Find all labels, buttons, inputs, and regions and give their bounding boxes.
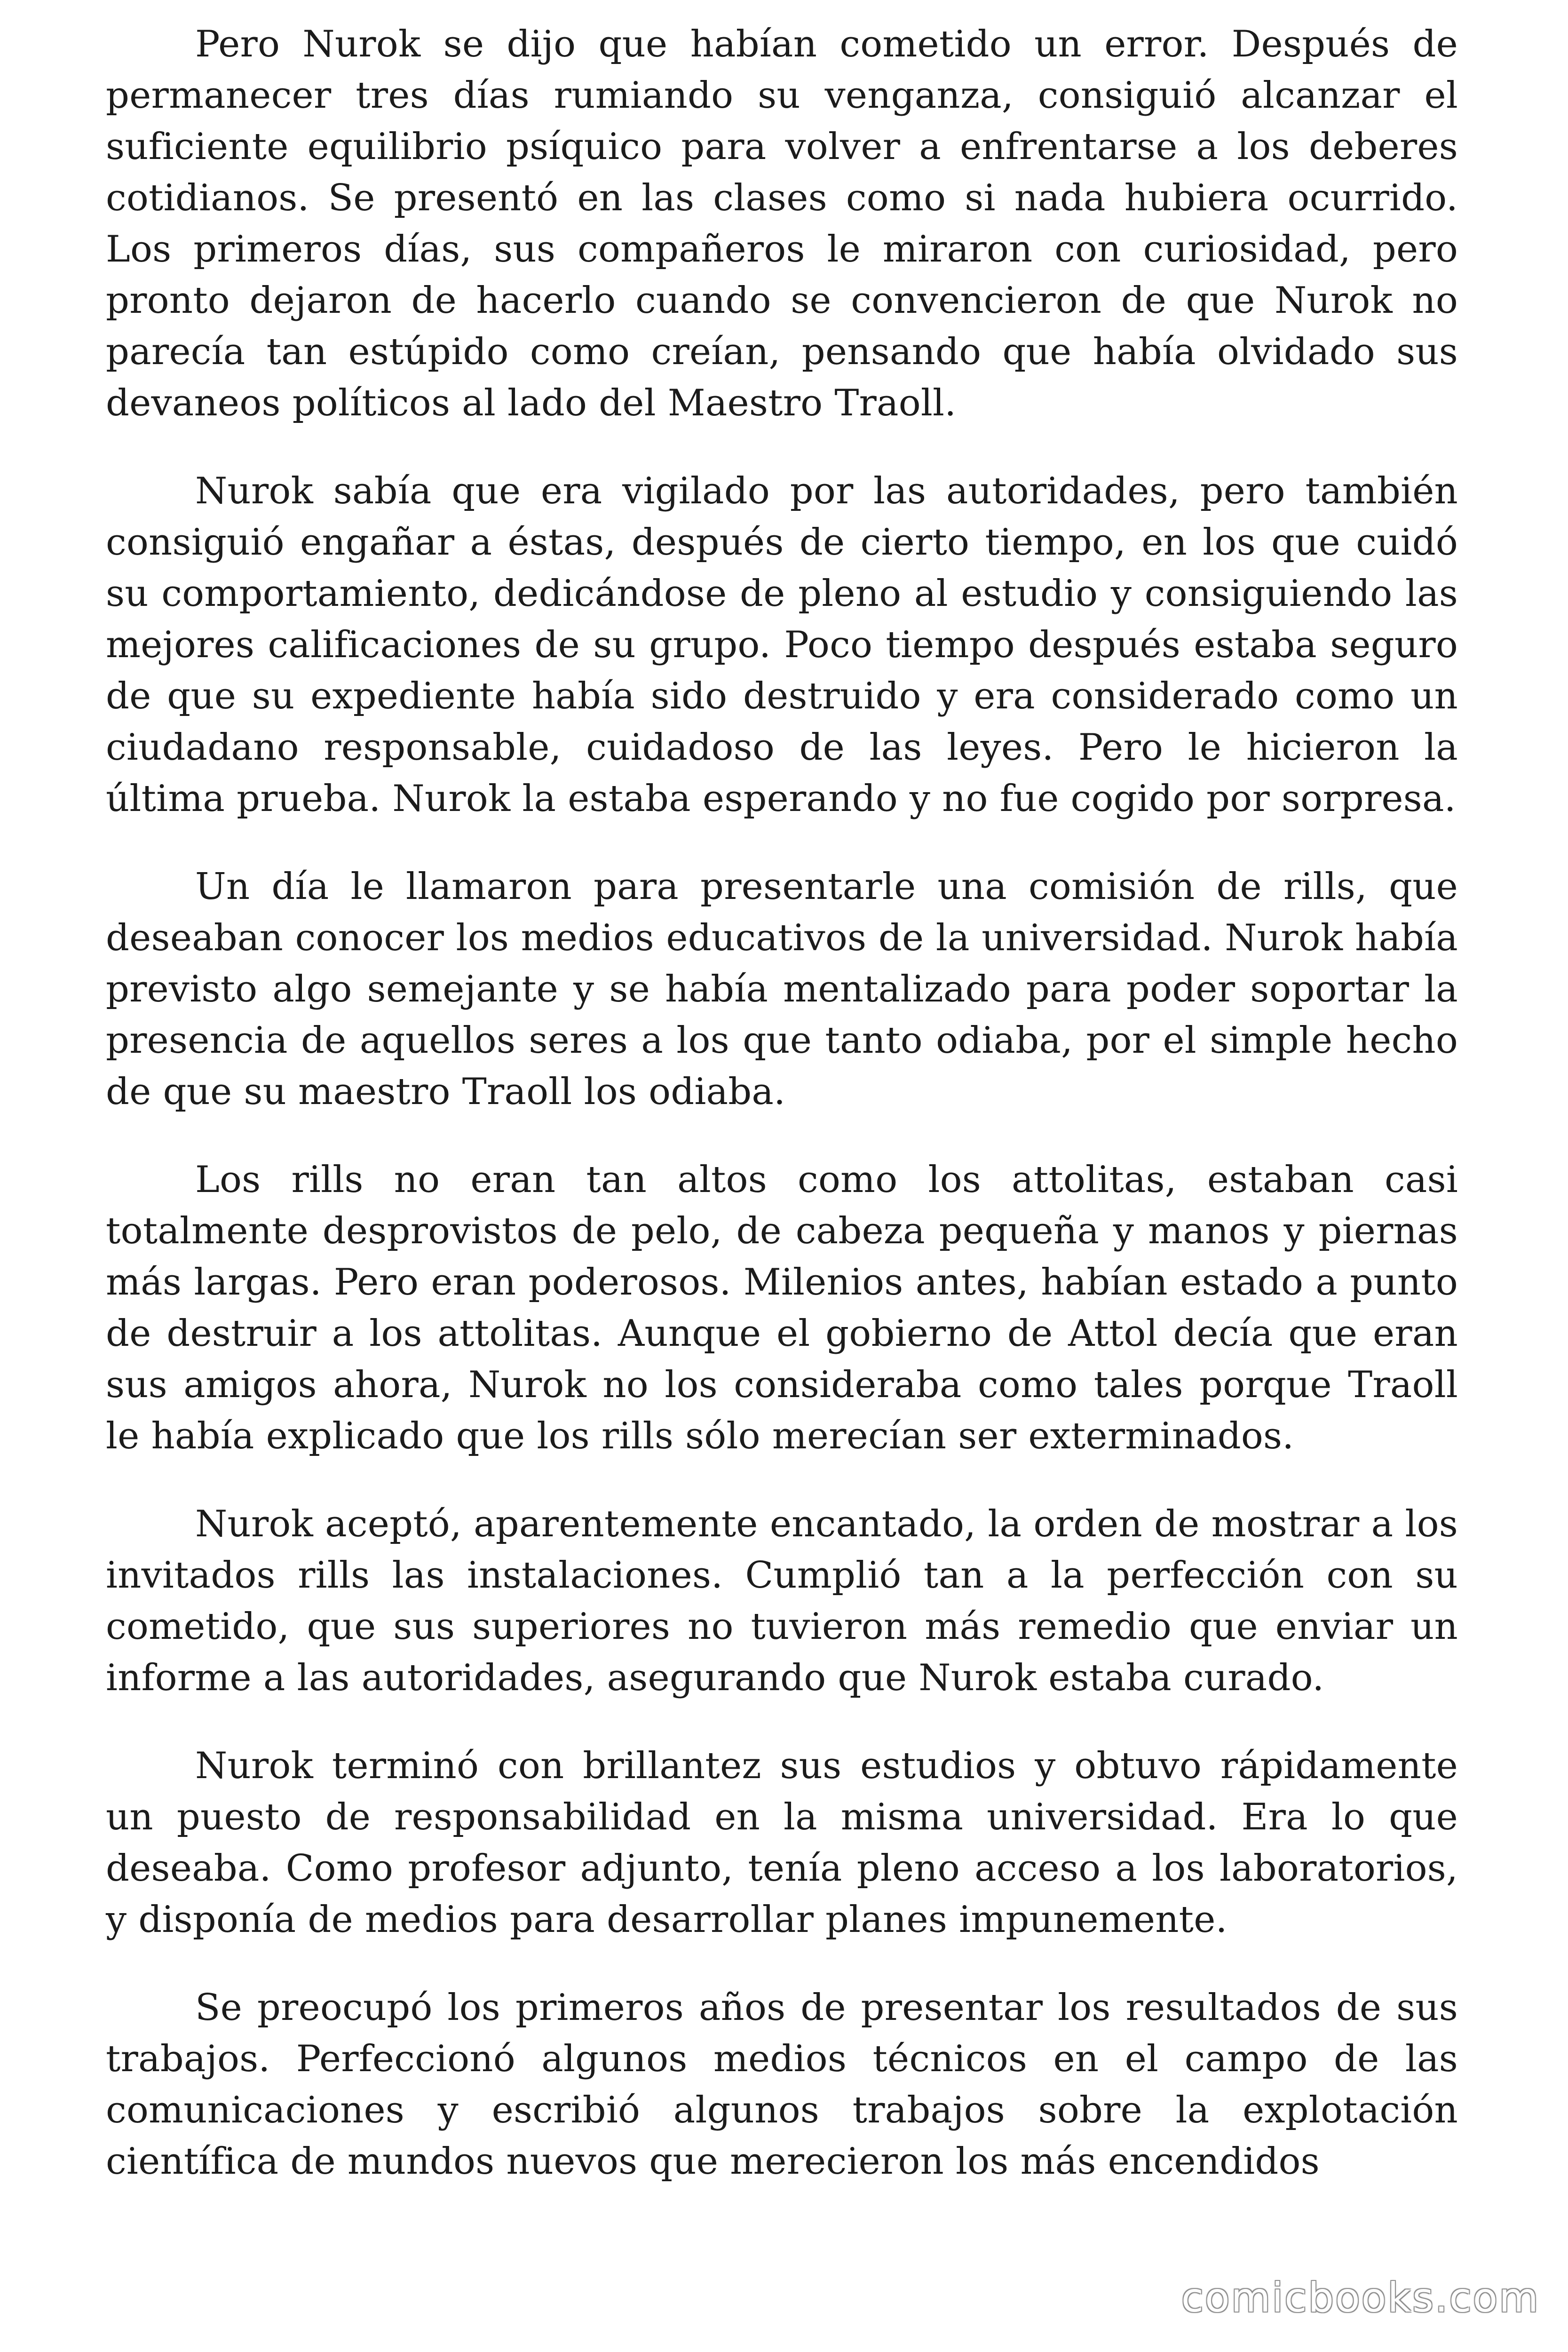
paragraph-7: Se preocupó los primeros años de presentar los resultados de sus trabajos. Perfeccionó algunos medios técnicos en el campo de las comunicaciones y escribió algunos trabajos sobre la explotación científica de mundos nuevos que merecieron los más encendidos [106,1986,1458,2183]
document-page [106,19,1458,2324]
paragraph-4: Los rills no eran tan altos como los attolitas, estaban casi totalmente desprovistos de pelo, de cabeza pequeña y manos y piernas más largas. Pero eran poderosos. Milenios antes, habían estado a punto de destruir a los attolitas. Aunque el gobierno de Attol decía que eran sus amigos ahora, Nurok no los consideraba como tales porque Traoll le había explicado que los rills sólo merecían ser exterminados. [106,1159,1458,1457]
paragraph-2: Nurok sabía que era vigilado por las autoridades, pero también consiguió engañar a éstas, después de cierto tiempo, en los que cuidó su comportamiento, dedicándose de pleno al estudio y consiguiendo las mejores calificaciones de su grupo. Poco tiempo después estaba seguro de que su expediente había sido destruido y era considerado como un ciudadano responsable, cuidadoso de las leyes. Pero le hicieron la última prueba. Nurok la estaba esperando y no fue cogido por sorpresa. [106,470,1458,820]
paragraph-3: Un día le llamaron para presentarle una comisión de rills, que deseaban conocer los medios educativos de la universidad. Nurok había previsto algo semejante y se había mentalizado para poder soportar la presencia de aquellos seres a los que tanto odiaba, por el simple hecho de que su maestro Traoll los odiaba. [106,866,1458,1113]
paragraph-5: Nurok aceptó, aparentemente encantado, la orden de mostrar a los invitados rills las instalaciones. Cumplió tan a la perfección con su cometido, que sus superiores no tuvieron más remedio que enviar un informe a las autoridades, asegurando que Nurok estaba curado. [106,1503,1458,1699]
paragraph-6: Nurok terminó con brillantez sus estudios y obtuvo rápidamente un puesto de responsabilidad en la misma universidad. Era lo que deseaba. Como profesor adjunto, tenía pleno acceso a los laboratorios, y disponía de medios para desarrollar planes impunemente. [106,1745,1458,1941]
paragraph-1: Pero Nurok se dijo que habían cometido un error. Después de permanecer tres días rumiando su venganza, consiguió alcanzar el suficiente equilibrio psíquico para volver a enfrentarse a los deberes cotidianos. Se presentó en las clases como si nada hubiera ocurrido. Los primeros días, sus compañeros le miraron con curiosidad, pero pronto dejaron de hacerlo cuando se convencieron de que Nurok no parecía tan estúpido como creían, pensando que había olvidado sus devaneos políticos al lado del Maestro Traoll. [106,23,1458,424]
watermark-logo: comicbooks.com [1181,2274,1540,2321]
